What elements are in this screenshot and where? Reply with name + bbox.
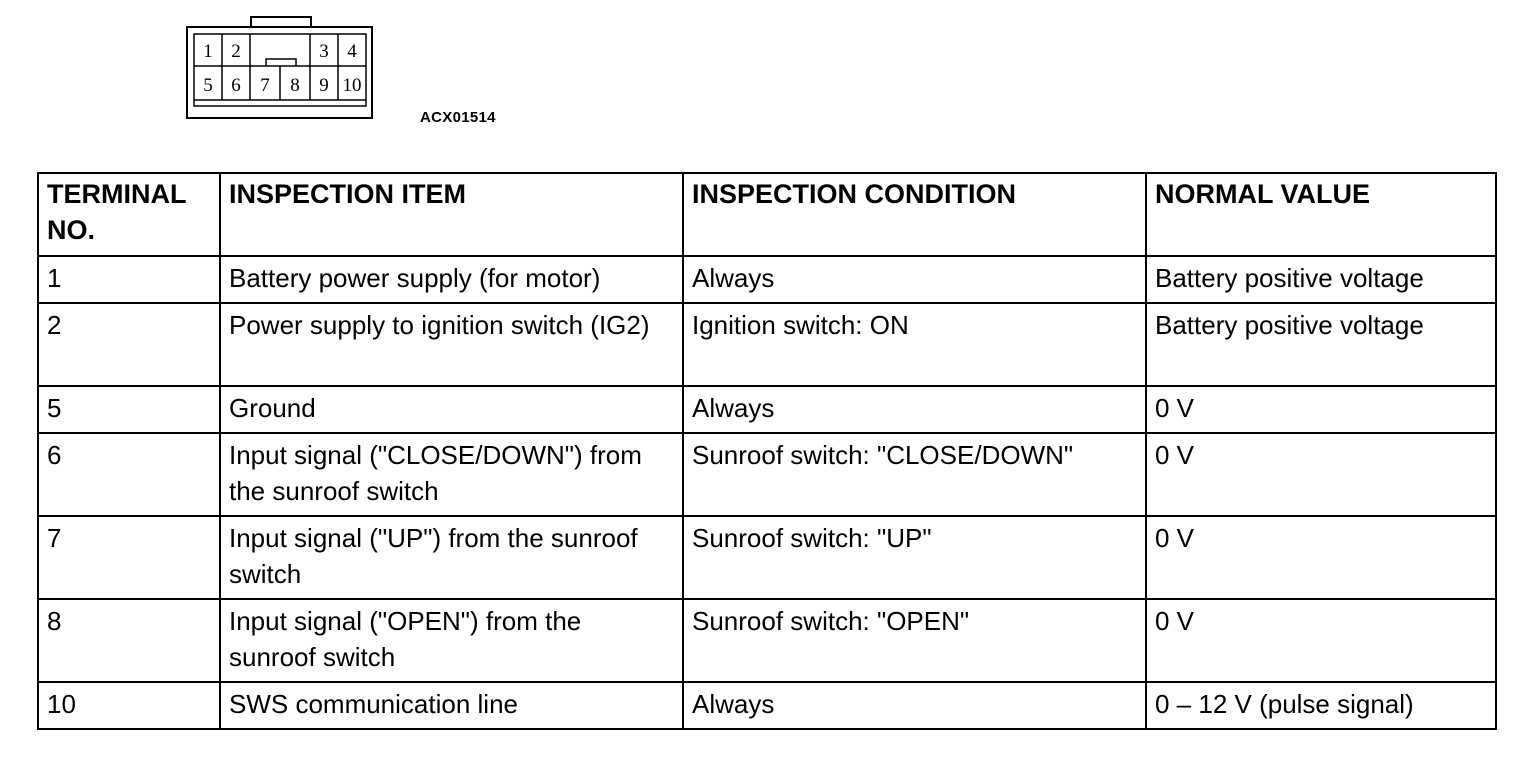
header-terminal-no: TERMINAL NO. [38,173,220,256]
cell-item: Input signal ("OPEN") from the sunroof switch [220,599,683,682]
cell-condition: Sunroof switch: "OPEN" [683,599,1146,682]
cell-condition: Ignition switch: ON [683,303,1146,386]
cell-terminal: 8 [38,599,220,682]
header-normal-value: NORMAL VALUE [1146,173,1496,256]
pin-label: 8 [290,75,300,96]
pin-label: 7 [260,75,270,96]
cell-terminal: 10 [38,682,220,729]
pin-label: 4 [347,41,357,62]
cell-terminal: 2 [38,303,220,386]
table-row [38,599,1496,682]
cell-item: Input signal ("CLOSE/DOWN") from the sunroof switch [220,433,683,516]
pin-label: 6 [231,75,241,96]
cell-condition: Sunroof switch: "CLOSE/DOWN" [683,433,1146,516]
pin-label: 2 [231,41,241,62]
header-inspection-condition: INSPECTION CONDITION [683,173,1146,256]
cell-terminal: 5 [38,386,220,433]
table-row [38,386,1496,433]
cell-value: Battery positive voltage [1146,256,1496,303]
cell-value: Battery positive voltage [1146,303,1496,386]
cell-condition: Always [683,386,1146,433]
table-row [38,516,1496,599]
cell-condition: Sunroof switch: "UP" [683,516,1146,599]
figure-code: ACX01514 [420,109,496,126]
connector-diagram [186,14,376,120]
cell-item: Battery power supply (for motor) [220,256,683,303]
cell-terminal: 6 [38,433,220,516]
cell-value: 0 – 12 V (pulse signal) [1146,682,1496,729]
cell-value: 0 V [1146,433,1496,516]
cell-item: Ground [220,386,683,433]
cell-condition: Always [683,256,1146,303]
cell-terminal: 7 [38,516,220,599]
cell-item: Power supply to ignition switch (IG2) [220,303,683,386]
table-header-row [38,173,1496,256]
cell-item: SWS communication line [220,682,683,729]
cell-terminal: 1 [38,256,220,303]
pin-label: 1 [203,41,213,62]
header-inspection-item: INSPECTION ITEM [220,173,683,256]
pin-label: 5 [203,75,213,96]
inspection-table [37,172,1497,730]
cell-item: Input signal ("UP") from the sunroof switch [220,516,683,599]
cell-value: 0 V [1146,516,1496,599]
table-row [38,433,1496,516]
table-row [38,682,1496,729]
cell-value: 0 V [1146,386,1496,433]
pin-label: 3 [319,41,329,62]
table-row [38,256,1496,303]
cell-condition: Always [683,682,1146,729]
pin-label: 10 [342,75,362,96]
pin-label: 9 [319,75,329,96]
table-row [38,303,1496,386]
cell-value: 0 V [1146,599,1496,682]
connector-face-drawing [186,14,376,120]
